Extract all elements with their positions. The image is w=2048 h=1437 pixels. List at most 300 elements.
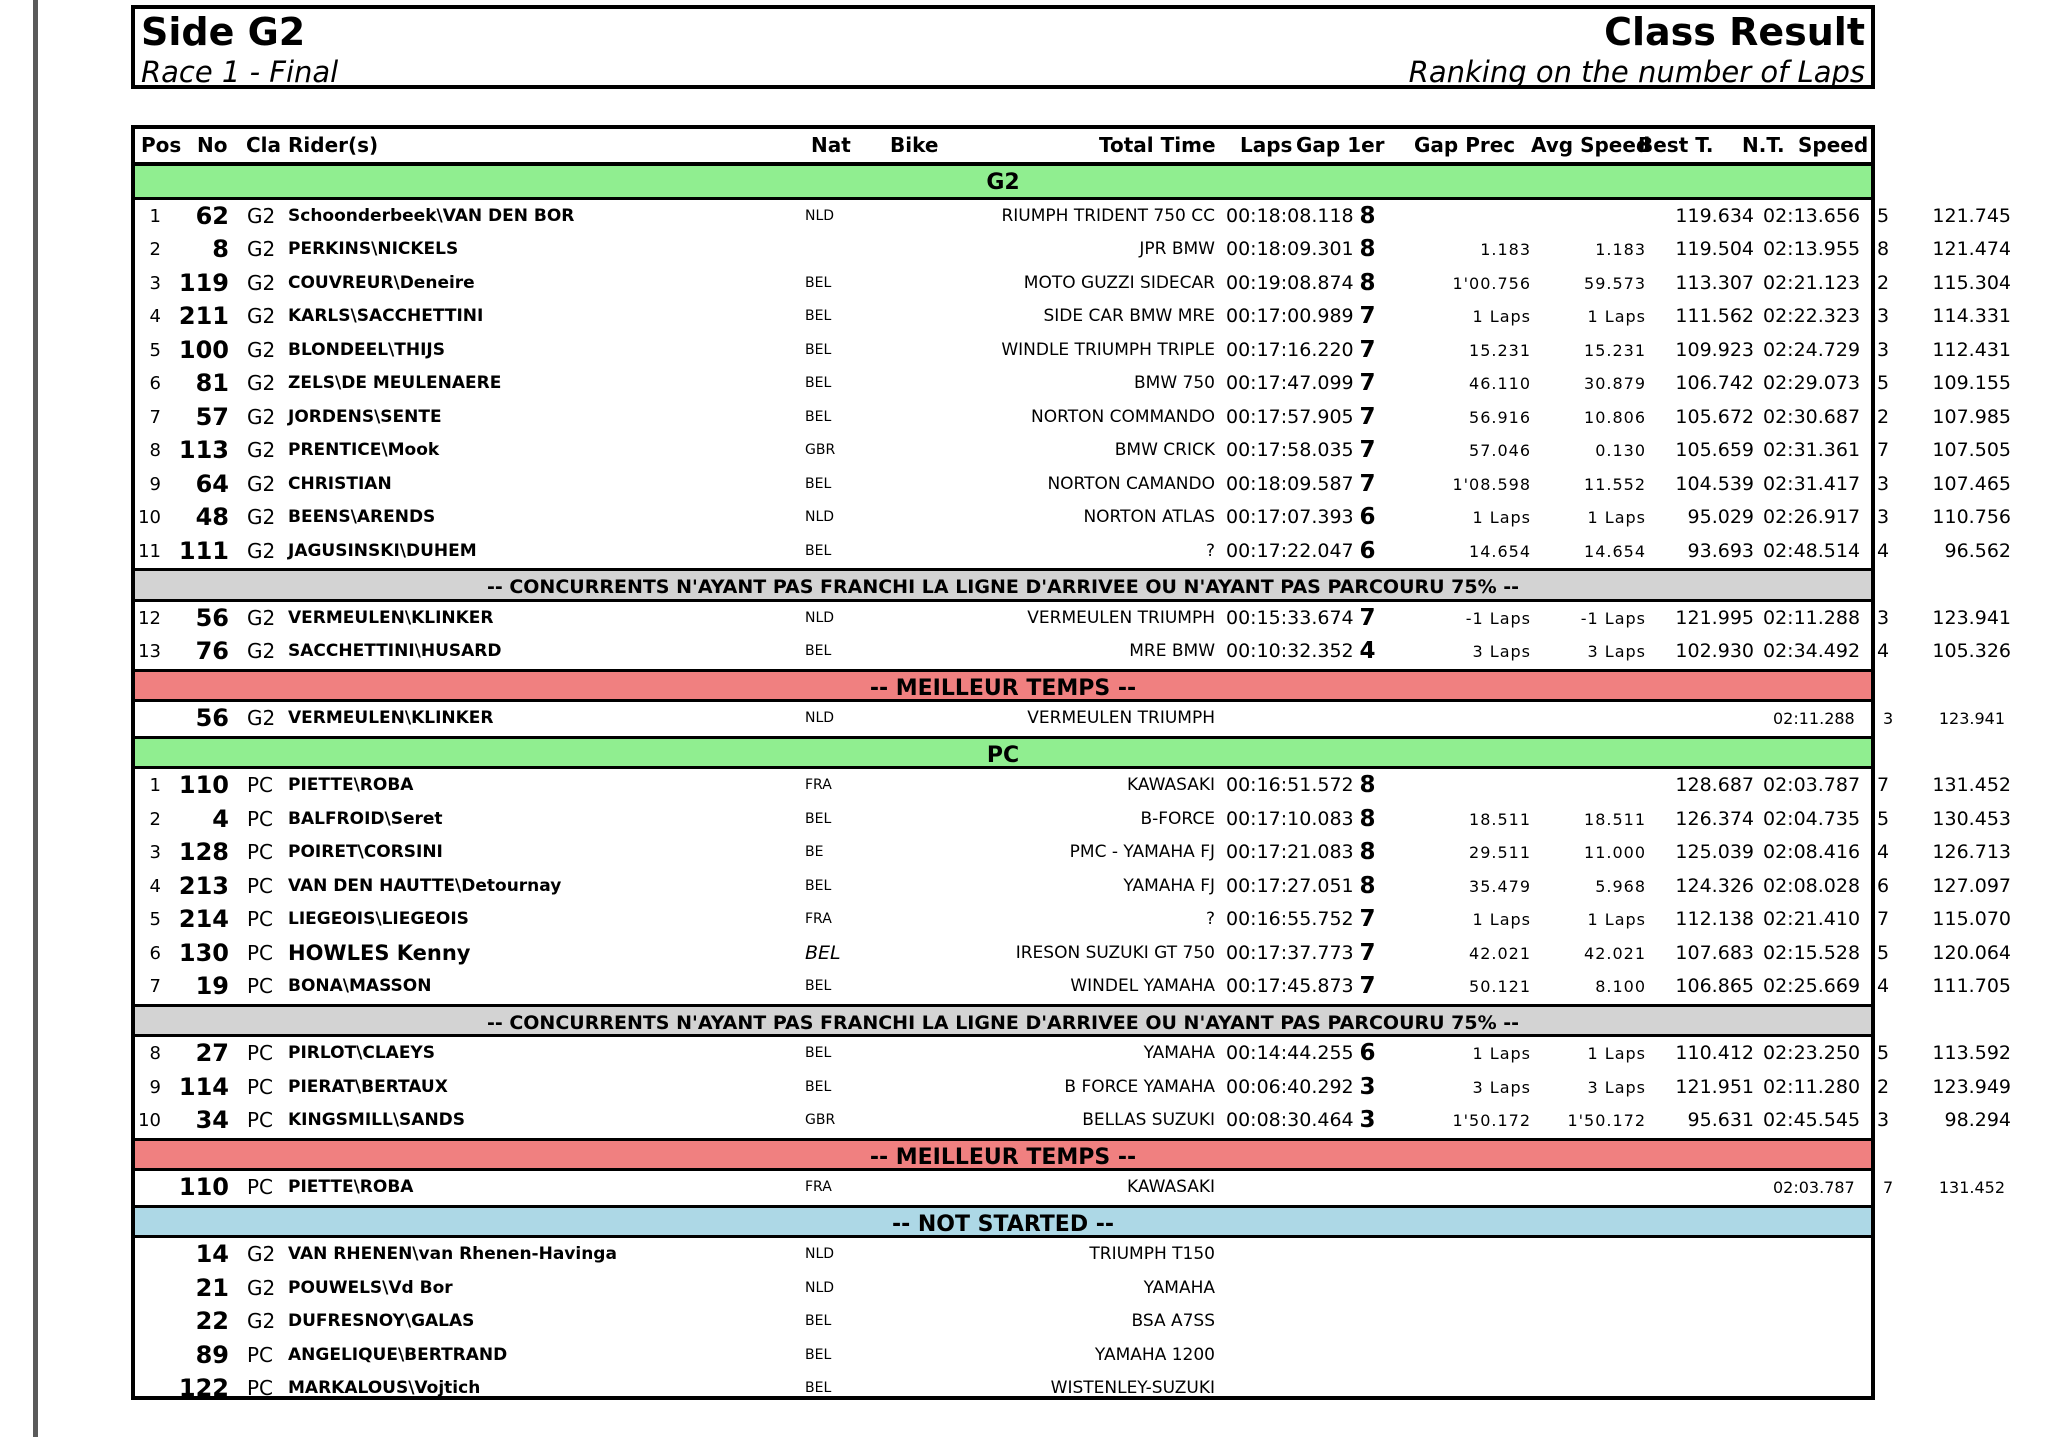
cell-time: 00:17:57.905 xyxy=(1226,405,1354,428)
cell-no: 119 xyxy=(178,268,229,297)
cell-spd: 114.331 xyxy=(1932,305,2011,327)
cell-gap1: 1'08.598 xyxy=(1452,474,1531,494)
cell-best: 02:03.787 xyxy=(1763,774,1861,796)
cell-pos: 6 xyxy=(149,942,161,964)
cell-cla: G2 xyxy=(247,438,276,462)
cell-nt: 3 xyxy=(1883,709,1894,728)
cell-nt: 7 xyxy=(1877,774,1890,796)
g2-best-time-band: -- MEILLEUR TEMPS -- xyxy=(135,669,1871,703)
col-no: No xyxy=(197,133,228,157)
cell-laps: 6 xyxy=(1359,504,1376,530)
cell-cla: PC xyxy=(247,940,274,965)
cell-rider: JAGUSINSKI\DUHEM xyxy=(288,540,477,561)
cell-bike: BMW CRICK xyxy=(1114,440,1215,460)
cell-cla: G2 xyxy=(247,1309,276,1333)
cell-avg: 93.693 xyxy=(1687,539,1754,562)
report-type: Class Result xyxy=(1604,10,1865,54)
cell-no: 56 xyxy=(195,704,229,732)
cell-laps: 8 xyxy=(1359,236,1376,262)
result-row xyxy=(135,468,2011,502)
cell-laps: 8 xyxy=(1359,805,1376,832)
cell-nt: 3 xyxy=(1877,472,1890,495)
cell-nat: BEL xyxy=(805,408,832,425)
cell-pos: 11 xyxy=(138,540,161,562)
cell-rider: VERMEULEN\KLINKER xyxy=(288,708,494,728)
cell-avg: 113.307 xyxy=(1675,271,1754,294)
col-gap-prec: Gap Prec xyxy=(1414,133,1516,157)
cell-spd: 96.562 xyxy=(1944,539,2011,562)
cell-nat: BEL xyxy=(805,877,832,894)
cell-rider: POIRET\CORSINI xyxy=(288,842,443,862)
cell-nt: 3 xyxy=(1877,1109,1890,1131)
cell-gap1: 42.021 xyxy=(1469,943,1531,963)
cell-avg: 105.659 xyxy=(1675,439,1754,461)
cell-cla: G2 xyxy=(247,538,276,563)
cell-no: 128 xyxy=(178,838,229,866)
cell-cla: PC xyxy=(247,1074,274,1099)
cell-rider: DUFRESNOY\GALAS xyxy=(288,1311,475,1331)
cell-spd: 111.705 xyxy=(1932,975,2011,997)
cell-laps: 7 xyxy=(1359,336,1376,363)
cell-gapp: 42.021 xyxy=(1584,943,1646,963)
cell-gapp: 5.968 xyxy=(1595,876,1646,896)
cell-best: 02:08.028 xyxy=(1763,874,1861,897)
pc-best-row xyxy=(135,1171,2005,1205)
cell-rider: JORDENS\SENTE xyxy=(288,406,442,427)
cell-pos: 5 xyxy=(149,339,161,361)
cell-rider: BLONDEEL\THIJS xyxy=(288,339,445,360)
cell-no: 34 xyxy=(195,1106,229,1134)
cell-nat: NLD xyxy=(805,710,835,726)
col-best-t: Best T. xyxy=(1638,133,1714,157)
col-total-time: Total Time xyxy=(1099,133,1216,157)
col-nt: N.T. xyxy=(1742,133,1785,157)
cell-laps: 7 xyxy=(1359,939,1376,966)
cell-nat: BEL xyxy=(805,274,832,291)
cell-bike: MOTO GUZZI SIDECAR xyxy=(1023,272,1215,293)
col-riders: Rider(s) xyxy=(288,133,379,157)
cell-avg: 107.683 xyxy=(1675,941,1754,964)
g2-best-row xyxy=(135,702,2005,736)
cell-bike: PMC - YAMAHA FJ xyxy=(1069,842,1215,862)
cell-rider: ZELS\DE MEULENAERE xyxy=(288,373,502,393)
cell-cla: PC xyxy=(247,1376,274,1400)
cell-time: 00:17:07.393 xyxy=(1226,506,1354,528)
cell-nat: BEL xyxy=(805,1380,832,1396)
cell-gapp: 15.231 xyxy=(1584,340,1646,360)
cell-avg: 102.930 xyxy=(1675,640,1754,662)
cell-gap1: 18.511 xyxy=(1469,809,1531,829)
cell-nt: 4 xyxy=(1877,539,1890,562)
cell-no: 22 xyxy=(195,1307,229,1335)
cell-best: 02:23.250 xyxy=(1763,1042,1861,1064)
cell-nt: 3 xyxy=(1877,506,1890,528)
cell-no: 64 xyxy=(195,469,229,498)
cell-avg: 110.412 xyxy=(1675,1042,1754,1064)
cell-nt: 7 xyxy=(1877,908,1890,930)
cell-no: 111 xyxy=(178,536,229,565)
cell-rider: VAN RHENEN\van Rhenen-Havinga xyxy=(288,1244,617,1264)
cell-gap1: 1 Laps xyxy=(1472,910,1531,929)
cell-laps: 7 xyxy=(1359,906,1376,932)
cell-best: 02:30.687 xyxy=(1763,405,1861,428)
cell-bike: WINDEL YAMAHA xyxy=(1070,976,1215,996)
result-row xyxy=(135,535,2011,569)
cell-bike: IRESON SUZUKI GT 750 xyxy=(1015,942,1215,963)
cell-time: 00:17:16.220 xyxy=(1226,338,1354,361)
cell-avg: 104.539 xyxy=(1675,472,1754,495)
cell-avg: 119.504 xyxy=(1675,238,1754,260)
cell-cla: G2 xyxy=(247,371,276,395)
col-gap-1er: Gap 1er xyxy=(1296,133,1385,157)
cell-nt: 5 xyxy=(1877,372,1890,394)
cell-spd: 130.453 xyxy=(1932,807,2011,830)
cell-cla: PC xyxy=(247,806,274,831)
g2-rows xyxy=(135,200,2011,569)
cell-cla: G2 xyxy=(247,505,276,529)
cell-nt: 2 xyxy=(1877,1075,1890,1098)
cell-cla: G2 xyxy=(247,337,276,362)
cell-gapp: 1 Laps xyxy=(1587,307,1646,326)
cell-gap1: 57.046 xyxy=(1469,441,1531,460)
cell-rider: VAN DEN HAUTTE\Detournay xyxy=(288,875,562,896)
cell-pos: 2 xyxy=(149,808,161,830)
cell-best: 02:11.288 xyxy=(1773,709,1855,728)
cell-avg: 109.923 xyxy=(1675,338,1754,361)
not-started-row xyxy=(135,1238,1871,1272)
cell-cla: G2 xyxy=(247,203,276,228)
cell-spd: 126.713 xyxy=(1932,841,2011,863)
cell-no: 21 xyxy=(195,1273,229,1302)
cell-rider: PRENTICE\Mook xyxy=(288,440,440,460)
result-row xyxy=(135,1071,2011,1105)
report-header xyxy=(131,5,1875,89)
not-started-row xyxy=(135,1272,1871,1306)
cell-no: 4 xyxy=(212,804,229,833)
cell-pos: 10 xyxy=(138,1110,161,1131)
cell-avg: 121.995 xyxy=(1675,606,1754,629)
col-nat: Nat xyxy=(811,133,851,157)
cell-rider: LIEGEOIS\LIEGEOIS xyxy=(288,909,469,929)
col-speed: Speed xyxy=(1798,133,1869,157)
not-started-row xyxy=(135,1372,1871,1406)
column-header-row xyxy=(135,129,1871,166)
cell-spd: 110.756 xyxy=(1932,506,2011,528)
cell-pos: 7 xyxy=(149,976,161,997)
cell-time: 00:06:40.292 xyxy=(1226,1075,1354,1098)
cell-gap1: 3 Laps xyxy=(1472,1077,1531,1097)
cell-laps: 7 xyxy=(1359,303,1376,329)
result-row xyxy=(135,836,2011,870)
cell-bike: RIUMPH TRIDENT 750 CC xyxy=(1001,205,1215,226)
cell-nt: 3 xyxy=(1877,338,1890,361)
cell-pos: 3 xyxy=(149,272,161,294)
cell-no: 100 xyxy=(178,335,229,364)
cell-gapp: 1 Laps xyxy=(1587,508,1646,527)
cell-spd: 107.505 xyxy=(1932,439,2011,461)
cell-pos: 5 xyxy=(149,909,161,930)
result-row xyxy=(135,334,2011,368)
cell-gapp: 3 Laps xyxy=(1587,1077,1646,1097)
race-subtitle: Race 1 - Final xyxy=(141,55,339,89)
cell-spd: 113.592 xyxy=(1932,1042,2011,1064)
cell-nt: 5 xyxy=(1877,204,1890,227)
cell-rider: VERMEULEN\KLINKER xyxy=(288,607,494,628)
cell-best: 02:26.917 xyxy=(1763,506,1861,528)
cell-bike: WINDLE TRIUMPH TRIPLE xyxy=(1001,339,1215,360)
cell-no: 110 xyxy=(178,771,229,799)
cell-laps: 7 xyxy=(1359,470,1376,497)
cell-gapp: 30.879 xyxy=(1584,374,1646,393)
cell-nat: NLD xyxy=(805,1246,835,1262)
cell-nat: GBR xyxy=(805,442,836,458)
cell-rider: PIRLOT\CLAEYS xyxy=(288,1043,435,1063)
cell-bike: YAMAHA xyxy=(1143,1277,1215,1298)
cell-gap1: 1 Laps xyxy=(1472,1044,1531,1063)
cell-rider: SACCHETTINI\HUSARD xyxy=(288,641,502,661)
cell-bike: YAMAHA 1200 xyxy=(1094,1344,1215,1365)
cell-no: 57 xyxy=(195,402,229,431)
cell-spd: 131.452 xyxy=(1938,1178,2005,1197)
result-row xyxy=(135,200,2011,234)
cell-laps: 6 xyxy=(1359,537,1376,564)
cell-no: 48 xyxy=(195,503,229,531)
cell-pos: 13 xyxy=(138,641,161,662)
best-time-row xyxy=(135,1171,2005,1205)
cell-spd: 120.064 xyxy=(1932,941,2011,964)
cell-nt: 8 xyxy=(1877,238,1890,260)
result-row xyxy=(135,501,2011,535)
result-row xyxy=(135,803,2011,837)
cell-bike: SIDE CAR BMW MRE xyxy=(1043,306,1215,326)
cell-time: 00:17:47.099 xyxy=(1226,372,1354,394)
cell-spd: 131.452 xyxy=(1932,774,2011,796)
cell-laps: 8 xyxy=(1359,269,1376,296)
result-row xyxy=(135,635,2011,669)
cell-gapp: 3 Laps xyxy=(1587,642,1646,661)
cell-rider: HOWLES Kenny xyxy=(288,940,471,965)
cell-gap1: 1 Laps xyxy=(1472,307,1531,326)
cell-avg: 128.687 xyxy=(1675,774,1754,796)
best-time-row xyxy=(135,702,2005,736)
cell-cla: G2 xyxy=(247,471,276,496)
cell-gapp: 1 Laps xyxy=(1587,910,1646,929)
cell-bike: NORTON COMMANDO xyxy=(1031,406,1215,427)
cell-nat: BEL xyxy=(805,810,832,827)
cell-cla: G2 xyxy=(247,404,276,429)
cell-cla: G2 xyxy=(247,706,276,730)
cell-pos: 4 xyxy=(149,875,161,897)
cell-spd: 107.465 xyxy=(1932,472,2011,495)
cell-rider: MARKALOUS\Vojtich xyxy=(288,1378,481,1398)
cell-spd: 127.097 xyxy=(1932,874,2011,897)
cell-no: 76 xyxy=(195,637,229,665)
cell-gapp: -1 Laps xyxy=(1580,608,1646,628)
cell-bike: NORTON ATLAS xyxy=(1083,507,1215,527)
cell-no: 8 xyxy=(212,235,229,263)
result-row xyxy=(135,1104,2011,1138)
cell-laps: 3 xyxy=(1359,1107,1376,1133)
cell-bike: WISTENLEY-SUZUKI xyxy=(1050,1378,1215,1398)
cell-spd: 123.941 xyxy=(1932,606,2011,629)
cell-best: 02:21.123 xyxy=(1763,271,1861,294)
cell-time: 00:17:22.047 xyxy=(1226,539,1354,562)
cell-rider: PIETTE\ROBA xyxy=(288,775,414,795)
cell-gap1: 14.654 xyxy=(1469,541,1531,561)
cell-rider: BALFROID\Seret xyxy=(288,808,443,829)
cell-no: 114 xyxy=(178,1072,229,1101)
cell-nt: 3 xyxy=(1877,606,1890,629)
cell-bike: NORTON CAMANDO xyxy=(1047,473,1215,494)
cell-time: 00:17:21.083 xyxy=(1226,841,1354,863)
cell-rider: ANGELIQUE\BERTRAND xyxy=(288,1344,508,1365)
cell-nt: 4 xyxy=(1877,975,1890,997)
cell-spd: 115.070 xyxy=(1932,908,2011,930)
cell-time: 00:17:58.035 xyxy=(1226,439,1354,461)
cell-bike: B FORCE YAMAHA xyxy=(1064,1076,1215,1097)
cell-nat: BEL xyxy=(805,475,832,492)
cell-time: 00:17:10.083 xyxy=(1226,807,1354,830)
cell-laps: 8 xyxy=(1359,202,1376,229)
pc-nf-rows xyxy=(135,1037,2011,1138)
cell-pos: 12 xyxy=(138,607,161,629)
section-pc: PC xyxy=(135,736,1871,770)
cell-spd: 98.294 xyxy=(1944,1109,2011,1131)
cell-spd: 109.155 xyxy=(1932,372,2011,394)
cell-nt: 3 xyxy=(1877,305,1890,327)
cell-nat: NLD xyxy=(805,509,835,525)
cell-no: 130 xyxy=(178,938,229,967)
cell-no: 89 xyxy=(195,1340,229,1369)
cell-time: 00:18:09.301 xyxy=(1226,238,1354,260)
result-row xyxy=(135,769,2011,803)
cell-time: 00:10:32.352 xyxy=(1226,640,1354,662)
g2-nf-rows xyxy=(135,602,2011,669)
left-margin-bar xyxy=(0,0,38,1437)
cell-avg: 106.865 xyxy=(1675,975,1754,997)
cell-no: 62 xyxy=(195,201,229,230)
cell-time: 00:15:33.674 xyxy=(1226,606,1354,629)
cell-time: 00:17:37.773 xyxy=(1226,941,1354,964)
result-row xyxy=(135,401,2011,435)
result-row xyxy=(135,937,2011,971)
result-row xyxy=(135,267,2011,301)
cell-cla: PC xyxy=(247,907,274,931)
cell-avg: 119.634 xyxy=(1675,204,1754,227)
cell-bike: B-FORCE xyxy=(1140,808,1215,829)
cell-bike: MRE BMW xyxy=(1129,641,1215,661)
cell-best: 02:29.073 xyxy=(1763,372,1861,394)
cell-nat: BEL xyxy=(805,1313,832,1329)
cell-pos: 1 xyxy=(149,775,161,796)
cell-time: 00:17:00.989 xyxy=(1226,305,1354,327)
cell-gap1: 1 Laps xyxy=(1472,508,1531,527)
cell-pos: 2 xyxy=(149,239,161,260)
col-bike: Bike xyxy=(890,133,939,157)
cell-rider: BONA\MASSON xyxy=(288,976,432,996)
cell-laps: 6 xyxy=(1359,1040,1376,1066)
result-row xyxy=(135,903,2011,937)
cell-no: 211 xyxy=(178,302,229,330)
cell-gapp: 1.183 xyxy=(1595,240,1646,259)
cell-no: 56 xyxy=(195,603,229,632)
page-title: Side G2 xyxy=(141,10,306,54)
cell-time: 00:16:55.752 xyxy=(1226,908,1354,930)
cell-best: 02:13.955 xyxy=(1763,238,1861,260)
cell-best: 02:45.545 xyxy=(1763,1109,1861,1131)
cell-rider: BEENS\ARENDS xyxy=(288,507,436,527)
cell-bike: YAMAHA FJ xyxy=(1123,875,1215,896)
cell-spd: 121.745 xyxy=(1932,204,2011,227)
cell-nt: 2 xyxy=(1877,405,1890,428)
cell-nt: 7 xyxy=(1877,439,1890,461)
cell-nt: 4 xyxy=(1877,640,1890,662)
cell-nat: NLD xyxy=(805,609,835,626)
cell-no: 14 xyxy=(195,1240,229,1268)
cell-avg: 111.562 xyxy=(1675,305,1754,327)
cell-nat: NLD xyxy=(805,1279,835,1296)
cell-nat: BEL xyxy=(805,341,832,358)
not-started-rows xyxy=(135,1238,1871,1406)
cell-no: 113 xyxy=(178,436,229,464)
cell-laps: 7 xyxy=(1359,973,1376,999)
cell-bike: VERMEULEN TRIUMPH xyxy=(1027,607,1215,628)
cell-nat: BEL xyxy=(805,542,832,559)
cell-no: 81 xyxy=(195,369,229,397)
cell-pos: 8 xyxy=(149,440,161,461)
cell-rider: COUVREUR\Deneire xyxy=(288,272,475,293)
cell-avg: 125.039 xyxy=(1675,841,1754,863)
cell-gapp: 10.806 xyxy=(1584,407,1646,427)
cell-gapp: 11.000 xyxy=(1584,843,1646,862)
cell-rider: Schoonderbeek\VAN DEN BOR xyxy=(288,205,575,226)
cell-time: 00:16:51.572 xyxy=(1226,774,1354,796)
cell-laps: 7 xyxy=(1359,604,1376,631)
cell-cla: PC xyxy=(247,840,274,864)
cell-cla: PC xyxy=(247,1108,274,1132)
results-table xyxy=(131,125,2011,1402)
cell-cla: G2 xyxy=(247,270,276,295)
cell-nat: BEL xyxy=(805,1346,832,1363)
cell-gap1: 50.121 xyxy=(1469,977,1531,996)
cell-cla: G2 xyxy=(247,304,276,328)
result-row xyxy=(135,300,2011,334)
cell-nt: 7 xyxy=(1883,1178,1894,1197)
cell-gap1: 46.110 xyxy=(1469,374,1531,393)
cell-gap1: 56.916 xyxy=(1469,407,1531,427)
cell-gap1: 15.231 xyxy=(1469,340,1531,360)
cell-gapp: 14.654 xyxy=(1584,541,1646,561)
result-row xyxy=(135,233,2011,267)
cell-pos: 1 xyxy=(149,205,161,227)
cell-rider: POUWELS\Vd Bor xyxy=(288,1277,453,1298)
cell-nat: BEL xyxy=(805,941,841,964)
cell-pos: 7 xyxy=(149,406,161,428)
cell-gapp: 8.100 xyxy=(1595,977,1646,996)
cell-cla: G2 xyxy=(247,1242,276,1266)
cell-bike: VERMEULEN TRIUMPH xyxy=(1027,708,1215,728)
ranking-note: Ranking on the number of Laps xyxy=(1408,55,1865,89)
cell-bike: ? xyxy=(1205,909,1215,929)
cell-nat: NLD xyxy=(805,207,835,224)
cell-gapp: 18.511 xyxy=(1584,809,1646,829)
cell-best: 02:48.514 xyxy=(1763,539,1861,562)
pc-rows xyxy=(135,769,2011,1004)
not-started-row xyxy=(135,1305,1871,1339)
cell-gapp: 59.573 xyxy=(1584,273,1646,293)
cell-pos: 8 xyxy=(149,1043,161,1064)
result-row xyxy=(135,367,2011,401)
